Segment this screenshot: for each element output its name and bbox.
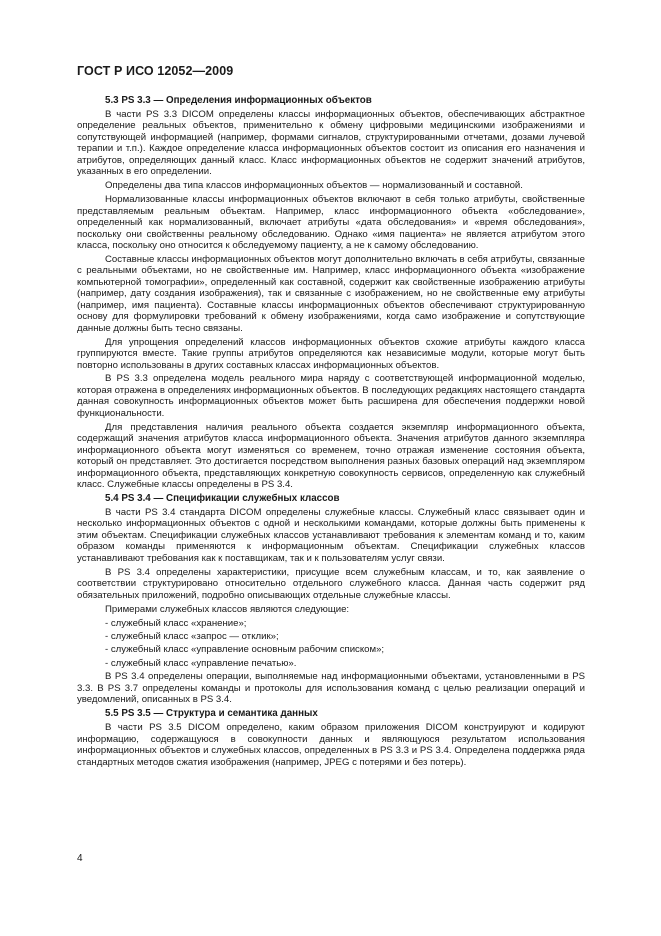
section-heading: 5.5 PS 3.5 — Структура и семантика данных [105, 708, 318, 720]
page-number: 4 [77, 853, 83, 864]
list-item: - служебный класс «управление основным рабочим списком»; [105, 644, 385, 656]
list-item: - служебный класс «хранение»; [105, 617, 247, 629]
paragraph: В PS 3.4 определены характеристики, присущие всем служебным классам, и то, как заявление о соответствии структурировано относительно отдельного служебного класса. Данная часть содержит ряд обязательных приложений, подробно описывающих отдельные служебные классы. [77, 566, 585, 601]
paragraph: Определены два типа классов информационных объектов — нормализованный и составной. [105, 180, 523, 192]
list-item: - служебный класс «запрос — отклик»; [105, 631, 279, 643]
paragraph: Для представления наличия реального объекта создается экземпляр информационного объекта, содержащий значения атрибутов класса информационного объекта. Значения атрибутов данного экземпляра информационного объекта могут изменяться со временем, точно отражая изменение состояния объекта, который он представляет. Это достигается посредством выполнения разных базовых операций над экземпляром информационного объекта, представляющих конкретную совокупность сервисов, определенную как служебный класс. Служебные классы определены в PS 3.4. [77, 421, 585, 491]
list-item: - служебный класс «управление печатью». [105, 657, 297, 669]
section-heading: 5.3 PS 3.3 — Определения информационных объектов [105, 95, 372, 106]
paragraph: В PS 3.3 определена модель реального мира наряду с соответствующей информационной моделью, которая отражена в определениях информационных объектов. В последующих редакциях настоящего стандарта данная совокупность информационных объектов может быть расширена для обеспечения поддержки новой функциональности. [77, 373, 585, 419]
paragraph: В части PS 3.5 DICOM определено, каким образом приложения DICOM конструируют и кодируют информацию, содержащуюся в совокупности данных и являющуюся результатом использования информационных объектов и служебных классов, определенных в PS 3.3 и PS 3.4. Определена поддержка ряда стандартных методов сжатия изображения (например, JPEG с потерями и без потерь). [77, 722, 585, 768]
paragraph: Примерами служебных классов являются следующие: [105, 603, 350, 615]
paragraph: Нормализованные классы информационных объектов включают в себя только атрибуты, свойственные представляемым реальным объектам. Например, класс информационного объекта «обследование», определенный как нормализованный, включает атрибуты «дата обследования» и «время обследования», поскольку они свойственны реальному обследованию. Однако «имя пациента» не является атрибутом этого класса, поскольку оно относится к обследуемому пациенту, а не к самому обследованию. [77, 194, 585, 251]
paragraph: В части PS 3.3 DICOM определены классы информационных объектов, обеспечивающих абстрактное определение реальных объектов, применительно к обмену цифровыми медицинскими изображениями и сопутствующей информацией (например, формами сигналов, структурированными отчетами, дозами лучевой терапии и т.п.). Каждое определение класса информационных объектов состоит из описания его назначения и атрибутов, определяющих данный класс. Класс информационных объектов не содержит значений атрибутов, указанных в его определении. [77, 109, 585, 178]
page-header: ГОСТ Р ИСО 12052—2009 [77, 64, 234, 78]
paragraph: Для упрощения определений классов информационных объектов схожие атрибуты каждого класса группируются вместе. Такие группы атрибутов определяются как независимые модули, которые могут быть повторно использованы в других составных классах информационных объектов. [77, 336, 585, 371]
document-body [77, 95, 585, 771]
paragraph: В части PS 3.4 стандарта DICOM определены служебные классы. Служебный класс связывает один и несколько информационных объектов с одной и несколькими командами, которые должны быть применены к этим объектам. Спецификации служебных классов устанавливают требования к элементам команд и то, каким образом команды применяются к информационным объектам. Спецификации служебных классов устанавливают требования как к поставщикам, так и к пользователям услуг связи. [77, 507, 585, 564]
paragraph: Составные классы информационных объектов могут дополнительно включать в себя атрибуты, связанные с реальными объектами, но не свойственные им. Например, класс информационного объекта «изображение компьютерной томографии», определенный как составной, содержит как свойственные изображению атрибуты (например, дату создания изображения), так и связанные с изображением, но не свойственные ему атрибуты (например, имя пациента). Составные классы информационных объектов обеспечивают структурированную основу для формулировки требований к обмену изображениями, когда само изображение и сопутствующие данные должны быть тесно связаны. [77, 253, 585, 334]
service-class-list [77, 618, 585, 670]
paragraph: В PS 3.4 определены операции, выполняемые над информационными объектами, установленными в PS 3.3. В PS 3.7 определены команды и протоколы для использования команд с целью реализации операций и уведомлений, описанных в PS 3.4. [77, 671, 585, 706]
section-heading: 5.4 PS 3.4 — Спецификации служебных классов [105, 493, 340, 504]
